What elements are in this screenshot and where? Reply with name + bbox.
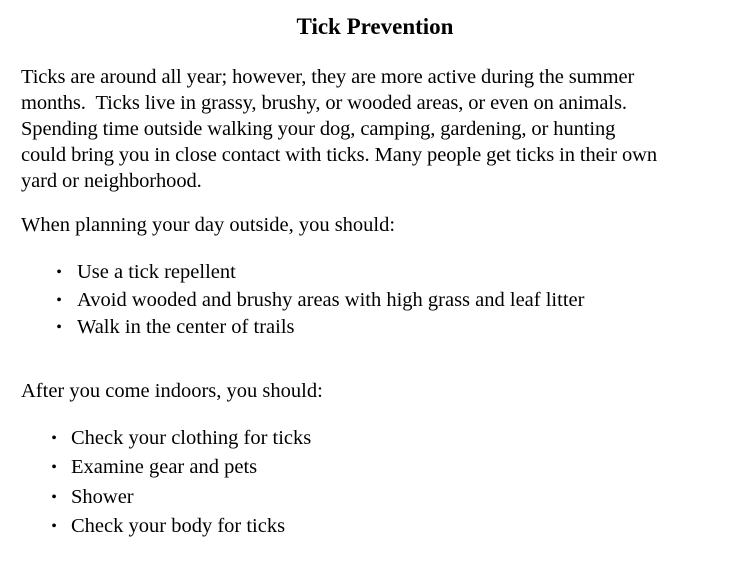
bullet-icon: • bbox=[56, 264, 62, 281]
planning-lead: When planning your day outside, you should: bbox=[21, 214, 396, 236]
document-page bbox=[21, 0, 743, 542]
intro-paragraph bbox=[21, 64, 743, 194]
bullet-icon: • bbox=[51, 459, 57, 476]
intro-line: could bring you in close contact with ticks. Many people get ticks in their own bbox=[21, 144, 658, 166]
list-item bbox=[21, 424, 743, 454]
indoors-lead: After you come indoors, you should: bbox=[21, 379, 323, 402]
list-item-text: Shower bbox=[71, 485, 134, 508]
bullet-icon: • bbox=[56, 291, 62, 309]
list-item-text: Walk in the center of trails bbox=[77, 316, 295, 338]
page-title: Tick Prevention bbox=[296, 14, 454, 39]
list-item bbox=[21, 453, 743, 483]
planning-list bbox=[21, 259, 743, 342]
list-item-text: Check your body for ticks bbox=[71, 515, 286, 537]
list-item bbox=[21, 314, 743, 342]
list-item-text: Check your clothing for ticks bbox=[71, 426, 312, 449]
list-item bbox=[21, 287, 743, 315]
intro-line: yard or neighborhood. bbox=[21, 170, 202, 192]
list-item bbox=[21, 483, 743, 513]
bullet-icon: • bbox=[56, 319, 62, 336]
list-item bbox=[21, 512, 743, 542]
indoors-list bbox=[21, 424, 743, 542]
list-item-text: Avoid wooded and brushy areas with high grass and leaf litter bbox=[77, 288, 585, 311]
bullet-icon: • bbox=[51, 518, 57, 535]
intro-line: Ticks are around all year; however, they are more active during the summer bbox=[21, 66, 635, 88]
list-item-text: Use a tick repellent bbox=[77, 261, 236, 283]
list-item-text: Examine gear and pets bbox=[71, 456, 258, 478]
intro-line: Spending time outside walking your dog, camping, gardening, or hunting bbox=[21, 118, 616, 140]
list-item bbox=[21, 259, 743, 287]
intro-line: months. Ticks live in grassy, brushy, or wooded areas, or even on animals. bbox=[21, 92, 627, 114]
bullet-icon: • bbox=[51, 488, 57, 506]
bullet-icon: • bbox=[51, 429, 57, 447]
